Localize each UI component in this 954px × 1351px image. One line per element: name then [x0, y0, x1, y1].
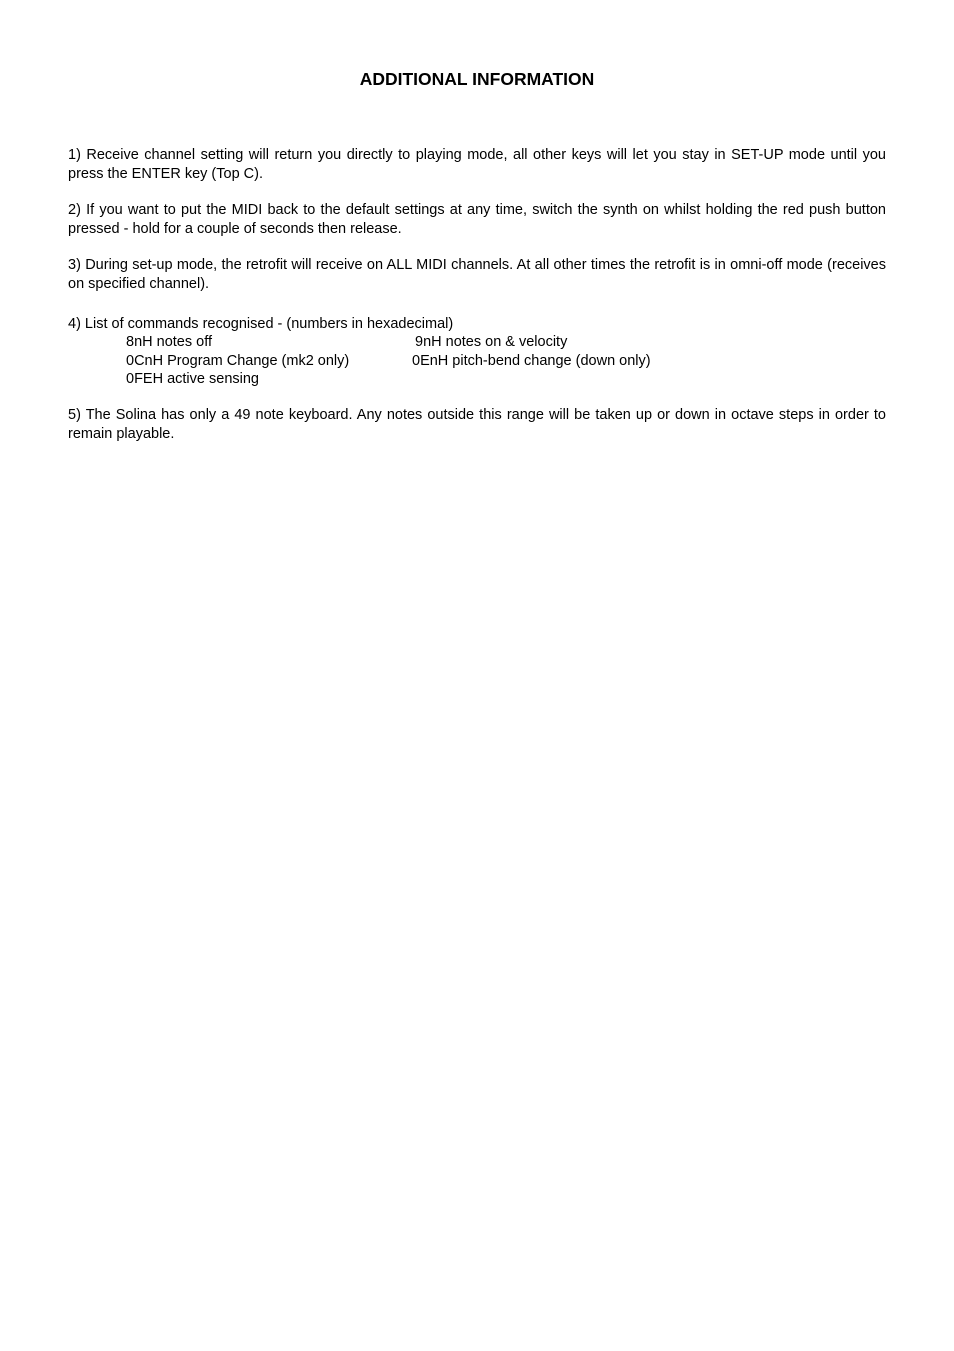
command-notes-on: 9nH notes on & velocity	[415, 334, 568, 350]
command-program-change: 0CnH Program Change (mk2 only)	[126, 353, 350, 369]
command-notes-off: 8nH notes off	[126, 334, 212, 350]
paragraph-4-heading: 4) List of commands recognised - (numbers in hexadecimal)	[68, 316, 454, 332]
command-active-sensing: 0FEH active sensing	[126, 371, 259, 387]
paragraph-2: 2) If you want to put the MIDI back to the default settings at any time, switch the synth on whilst holding the red push button pressed - hold for a couple of seconds then release.	[68, 202, 886, 237]
paragraph-5: 5) The Solina has only a 49 note keyboard. Any notes outside this range will be taken up or down in octave steps in order to remain playable.	[68, 407, 886, 442]
paragraph-1: 1) Receive channel setting will return you directly to playing mode, all other keys will let you stay in SET-UP mode until you press the ENTER key (Top C).	[68, 147, 886, 182]
command-pitch-bend: 0EnH pitch-bend change (down only)	[412, 353, 651, 369]
paragraph-3: 3) During set-up mode, the retrofit will receive on ALL MIDI channels. At all other times the retrofit is in omni-off mode (receives on specified channel).	[68, 257, 886, 292]
page-title: ADDITIONAL INFORMATION	[359, 69, 595, 89]
